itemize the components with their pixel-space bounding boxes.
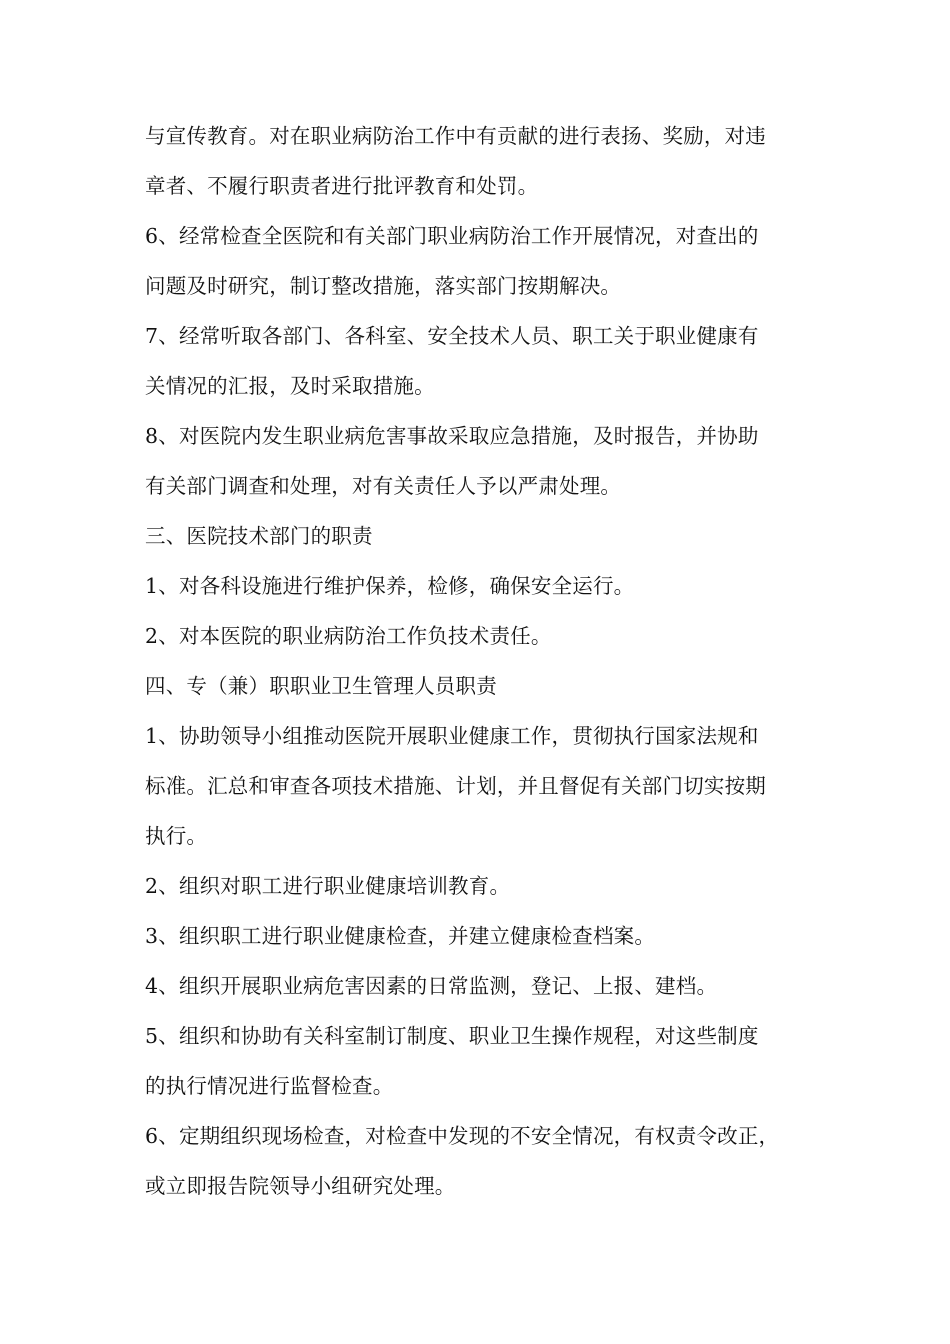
text-line: 章者、不履行职责者进行批评教育和处罚。 [145, 174, 539, 198]
text-line: 8、对医院内发生职业病危害事故采取应急措施，及时报告，并协助 [145, 424, 759, 448]
text-line: 或立即报告院领导小组研究处理。 [145, 1174, 456, 1198]
text-line: 2、对本医院的职业病防治工作负技术责任。 [145, 624, 552, 648]
text-line: 标准。汇总和审查各项技术措施、计划，并且督促有关部门切实按期 [145, 774, 766, 798]
section-heading: 四、专（兼）职职业卫生管理人员职责 [145, 674, 497, 698]
text-line: 3、组织职工进行职业健康检查，并建立健康检查档案。 [145, 924, 656, 948]
text-line: 1、对各科设施进行维护保养，检修，确保安全运行。 [145, 574, 635, 598]
text-line: 与宣传教育。对在职业病防治工作中有贡献的进行表扬、奖励，对违 [145, 124, 766, 148]
text-line: 7、经常听取各部门、各科室、安全技术人员、职工关于职业健康有 [145, 324, 759, 348]
text-line: 关情况的汇报，及时采取措施。 [145, 374, 435, 398]
text-line: 执行。 [145, 824, 208, 848]
section-heading: 三、医院技术部门的职责 [145, 524, 373, 548]
text-line: 6、经常检查全医院和有关部门职业病防治工作开展情况，对查出的 [145, 224, 759, 248]
text-line: 2、组织对职工进行职业健康培训教育。 [145, 874, 511, 898]
document-body [145, 111, 810, 1211]
text-line: 1、协助领导小组推动医院开展职业健康工作，贯彻执行国家法规和 [145, 724, 759, 748]
text-line: 问题及时研究，制订整改措施，落实部门按期解决。 [145, 274, 622, 298]
text-line: 6、定期组织现场检查，对检查中发现的不安全情况，有权责令改正， [145, 1124, 780, 1148]
text-line: 4、组织开展职业病危害因素的日常监测，登记、上报、建档。 [145, 974, 718, 998]
text-line: 5、组织和协助有关科室制订制度、职业卫生操作规程，对这些制度 [145, 1024, 759, 1048]
text-line: 的执行情况进行监督检查。 [145, 1074, 394, 1098]
text-line: 有关部门调查和处理，对有关责任人予以严肃处理。 [145, 474, 622, 498]
